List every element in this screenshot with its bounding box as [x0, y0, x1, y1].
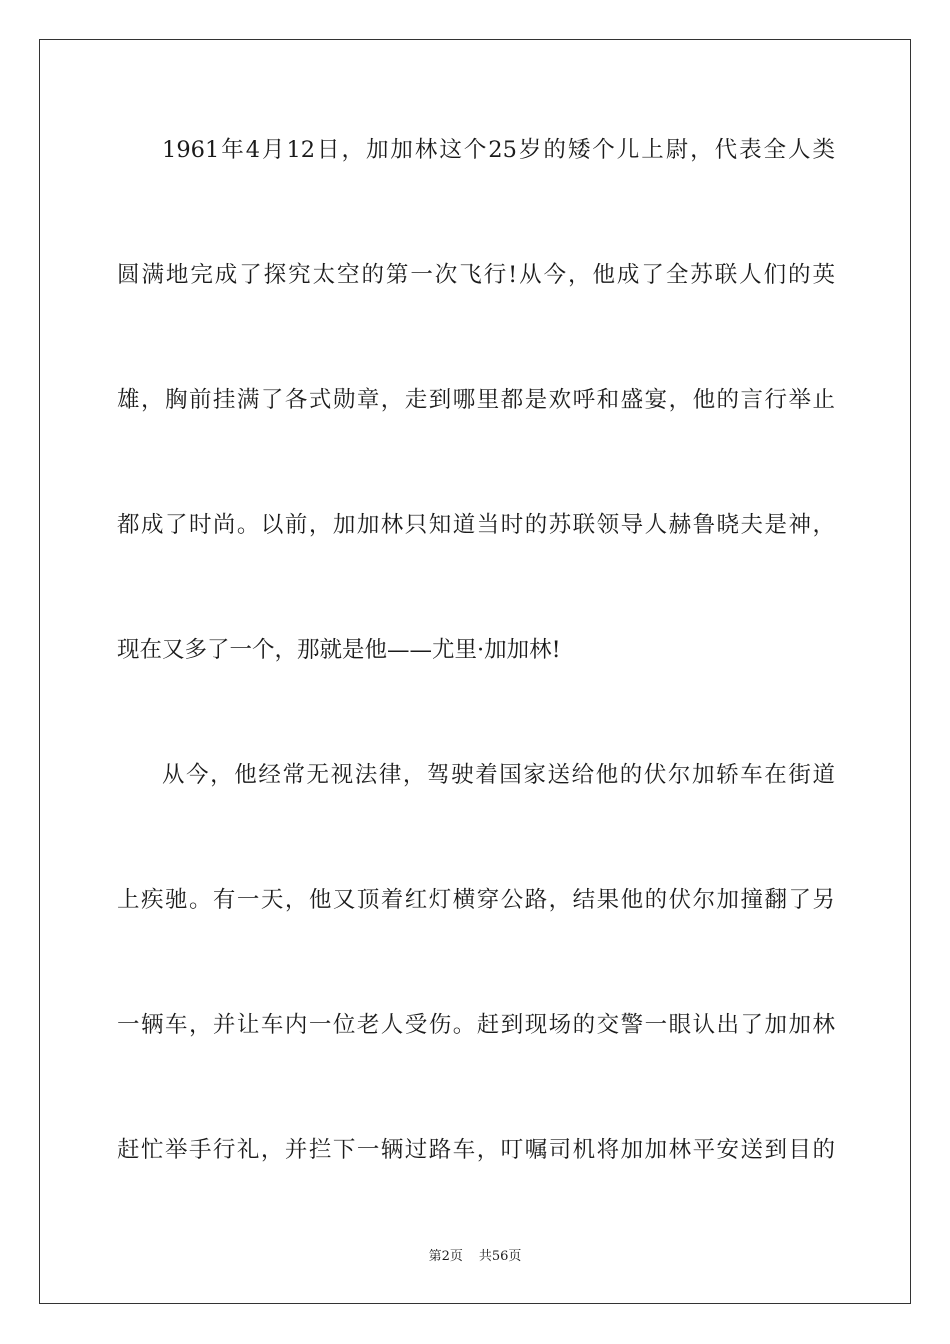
paragraph-1-line-3: 雄，胸前挂满了各式勋章，走到哪里都是欢呼和盛宴，他的言行举止 — [117, 387, 835, 413]
paragraph-2-line-3: 一辆车，并让车内一位老人受伤。赶到现场的交警一眼认出了加加林 — [117, 1012, 835, 1038]
page-number: 第2页 — [428, 1249, 463, 1264]
paragraph-1-line-4: 都成了时尚。以前，加加林只知道当时的苏联领导人赫鲁晓夫是神， — [117, 512, 835, 538]
paragraph-1-line-5: 现在又多了一个，那就是他——尤里·加加林! — [117, 637, 561, 663]
page-footer — [0, 1245, 950, 1264]
paragraph-2-line-2: 上疾驰。有一天，他又顶着红灯横穿公路，结果他的伏尔加撞翻了另 — [117, 887, 835, 913]
paragraph-2-line-1: 从今，他经常无视法律，驾驶着国家送给他的伏尔加轿车在街道 — [162, 762, 835, 788]
document-body — [117, 120, 835, 1245]
paragraph-1-line-1: 1961年4月12日，加加林这个25岁的矮个儿上尉，代表全人类 — [162, 137, 835, 163]
page-total: 共56页 — [478, 1249, 522, 1264]
paragraph-2-line-4: 赶忙举手行礼，并拦下一辆过路车，叮嘱司机将加加林平安送到目的 — [117, 1137, 835, 1163]
paragraph-1-line-2: 圆满地完成了探究太空的第一次飞行!从今，他成了全苏联人们的英 — [117, 262, 835, 288]
